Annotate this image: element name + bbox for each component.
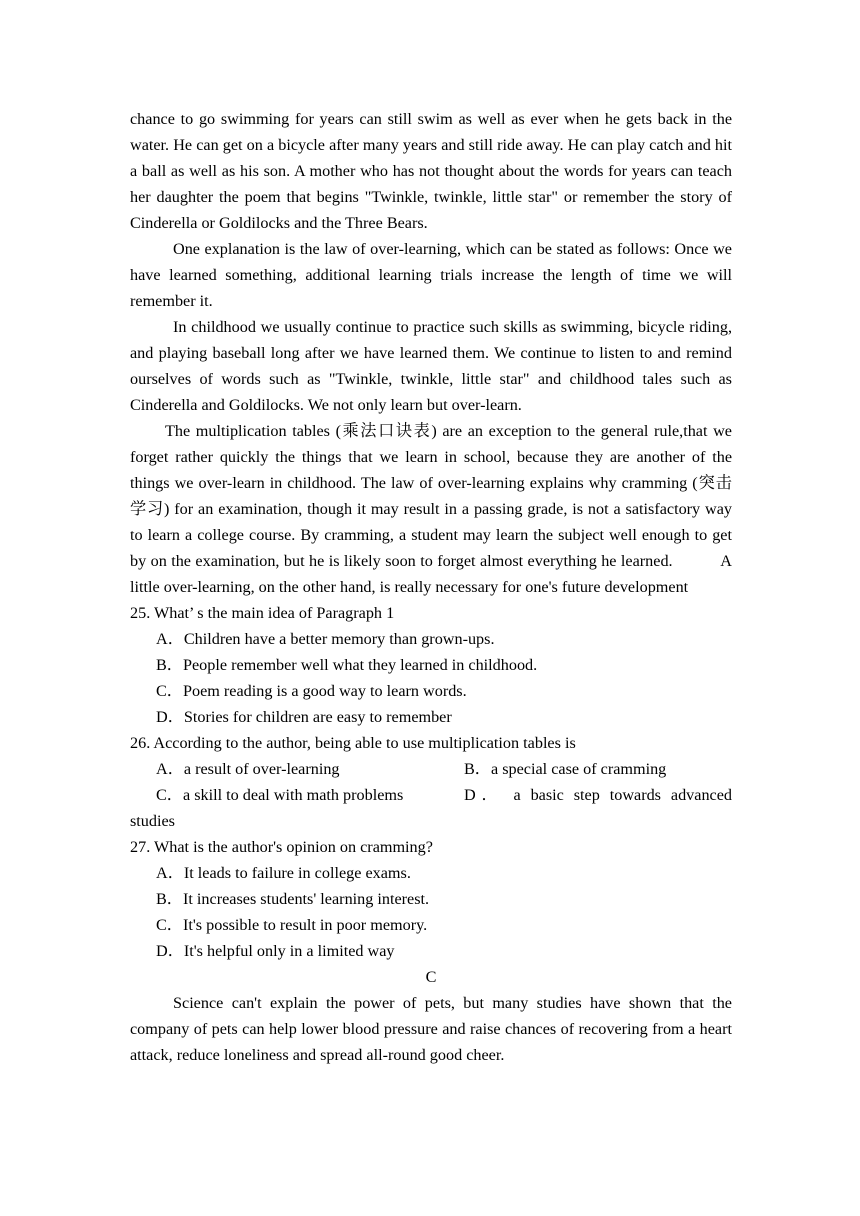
option-c: C．It's possible to result in poor memory.	[156, 916, 428, 934]
passage-paragraph-4: The multiplication tables (乘法口诀表) are an exception to the general rule,that we forget rather quickly the things that we learn in school, because they are another of the things we over-learn in childhood. The law of over-learning explains why cramming (突击学习) for an examination, though it may result in a passing grade, is not a satisfactory way to learn a college course. By cramming, a student may learn the subject well enough to get by on the examination, but he is likely soon to forget almost everything he learned. A little over-learning, on the other hand, is really necessary for one's future development	[130, 422, 732, 596]
option-b: B．It increases students' learning interest.	[156, 890, 430, 908]
option-d: D．It's helpful only in a limited way	[156, 942, 395, 960]
option-a: A．Children have a better memory than grown-ups.	[156, 630, 495, 648]
option-c: C．Poem reading is a good way to learn words.	[156, 682, 467, 700]
question-25	[130, 600, 732, 730]
option-c: C．a skill to deal with math problems	[156, 786, 404, 804]
section-heading-c: C	[425, 968, 437, 986]
option-d: D．Stories for children are easy to remember	[156, 708, 452, 726]
passage-paragraph-2: One explanation is the law of over-learning, which can be stated as follows: Once we have learned something, additional learning trials increase the length of time we will remember it.	[130, 240, 732, 310]
option-d-continued: studies	[130, 812, 175, 830]
question-stem: 27. What is the author's opinion on cramming?	[130, 838, 433, 856]
question-stem: 26. According to the author, being able to use multiplication tables is	[130, 734, 576, 752]
passage-paragraph-3: In childhood we usually continue to practice such skills as swimming, bicycle riding, and playing baseball long after we have learned them. We continue to listen to and remind ourselves of words such as "Twinkle, twinkle, little star" and childhood tales such as Cinderella and Goldilocks. We not only learn but over-learn.	[130, 318, 732, 414]
option-a: A．It leads to failure in college exams.	[156, 864, 411, 882]
passage-paragraph-1: chance to go swimming for years can still swim as well as ever when he gets back in the water. He can get on a bicycle after many years and still ride away. He can play catch and hit a ball as well as his son. A mother who has not thought about the words for years can teach her daughter the poem that begins "Twinkle, twinkle, little star" or remember the story of Cinderella or Goldilocks and the Three Bears.	[130, 110, 732, 232]
option-b: B．People remember well what they learned in childhood.	[156, 656, 538, 674]
question-stem: 25. What’ s the main idea of Paragraph 1	[130, 604, 395, 622]
options-row-ab	[130, 756, 732, 782]
document-body	[130, 106, 732, 1068]
question-26	[130, 730, 732, 834]
option-b: B．a special case of cramming	[464, 760, 667, 778]
option-a: A．a result of over-learning	[156, 760, 340, 778]
question-27	[130, 834, 732, 964]
section-c-paragraph-1: Science can't explain the power of pets, but many studies have shown that the company of pets can help lower blood pressure and raise chances of recovering from a heart attack, reduce loneliness and spread all-round good cheer.	[130, 994, 732, 1064]
options-row-cd	[130, 782, 732, 808]
option-d: D． a basic step towards advanced	[464, 786, 732, 804]
